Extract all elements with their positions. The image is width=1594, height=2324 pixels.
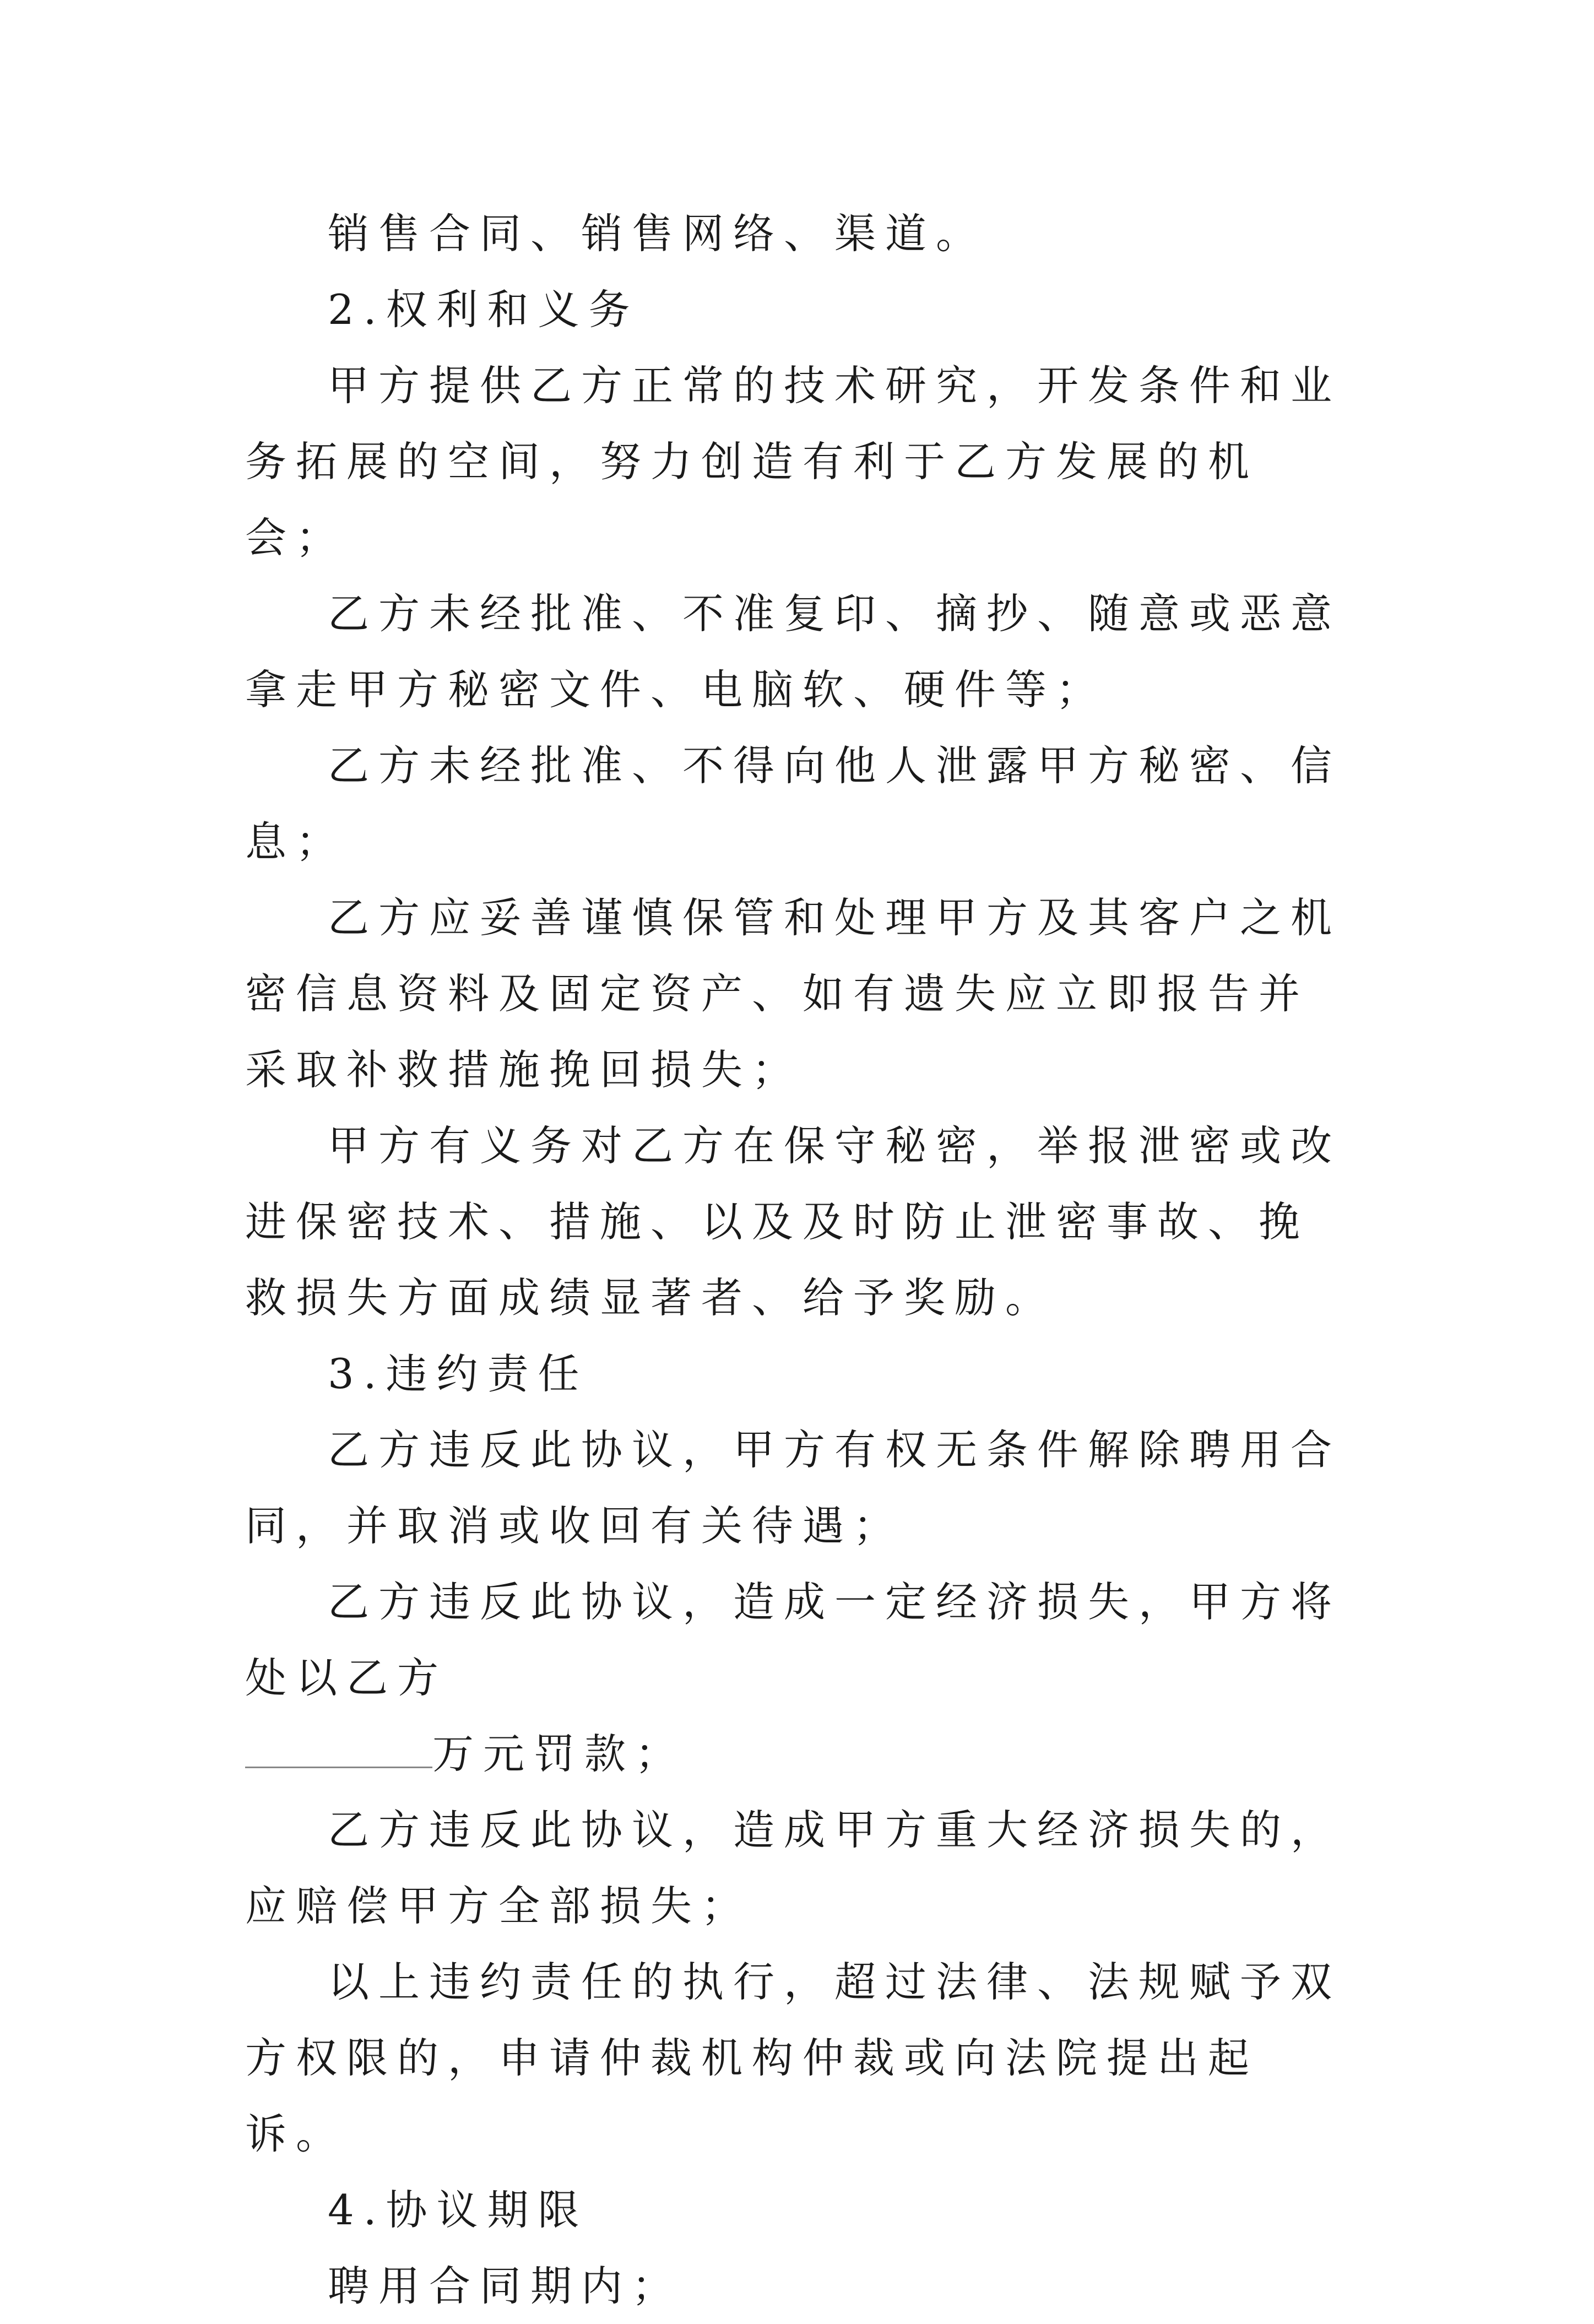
paragraph-contract-period: 聘用合同期内； bbox=[328, 2262, 683, 2310]
paragraph-reward: 甲方有义务对乙方在保守秘密，举报泄密或改进保密技术、措施、以及及时防止泄密事故、挽救损失方面成绩显著者、给予奖励。 bbox=[245, 1122, 1342, 1322]
document-body bbox=[245, 196, 1352, 2324]
paragraph-terminate-contract: 乙方违反此协议，甲方有权无条件解除聘用合同，并取消或收回有关待遇； bbox=[245, 1426, 1342, 1550]
paragraph-no-copying: 乙方未经批准、不准复印、摘抄、随意或恶意拿走甲方秘密文件、电脑软、硬件等； bbox=[245, 589, 1342, 714]
paragraph-major-loss: 乙方违反此协议，造成甲方重大经济损失的，应赔偿甲方全部损失； bbox=[245, 1806, 1342, 1930]
paragraph-no-disclosure: 乙方未经批准、不得向他人泄露甲方秘密、信息； bbox=[245, 741, 1342, 866]
section-heading-agreement-term: 4.协议期限 bbox=[328, 2186, 589, 2234]
section-heading-rights-obligations: 2.权利和义务 bbox=[328, 285, 639, 334]
fine-amount-blank[interactable] bbox=[245, 1727, 432, 1768]
fine-amount-text: 万元罚款； bbox=[432, 1730, 686, 1778]
paragraph-party-a-provides: 甲方提供乙方正常的技术研究，开发条件和业务拓展的空间，努力创造有利于乙方发展的机会； bbox=[245, 361, 1342, 562]
paragraph-arbitration: 以上违约责任的执行，超过法律、法规赋予双方权限的，申请仲裁机构仲裁或向法院提出起诉。 bbox=[245, 1958, 1342, 2158]
paragraph-economic-loss: 乙方违反此协议，造成一定经济损失，甲方将处以乙方 bbox=[245, 1578, 1342, 1702]
paragraph-safekeeping: 乙方应妥善谨慎保管和处理甲方及其客户之机密信息资料及固定资产、如有遗失应立即报告并采取补救措施挽回损失； bbox=[245, 893, 1342, 1094]
section-heading-breach-liability: 3.违约责任 bbox=[328, 1350, 589, 1398]
paragraph-fine-amount bbox=[245, 1716, 1352, 1792]
paragraph-sales-contract: 销售合同、销售网络、渠道。 bbox=[328, 209, 987, 258]
